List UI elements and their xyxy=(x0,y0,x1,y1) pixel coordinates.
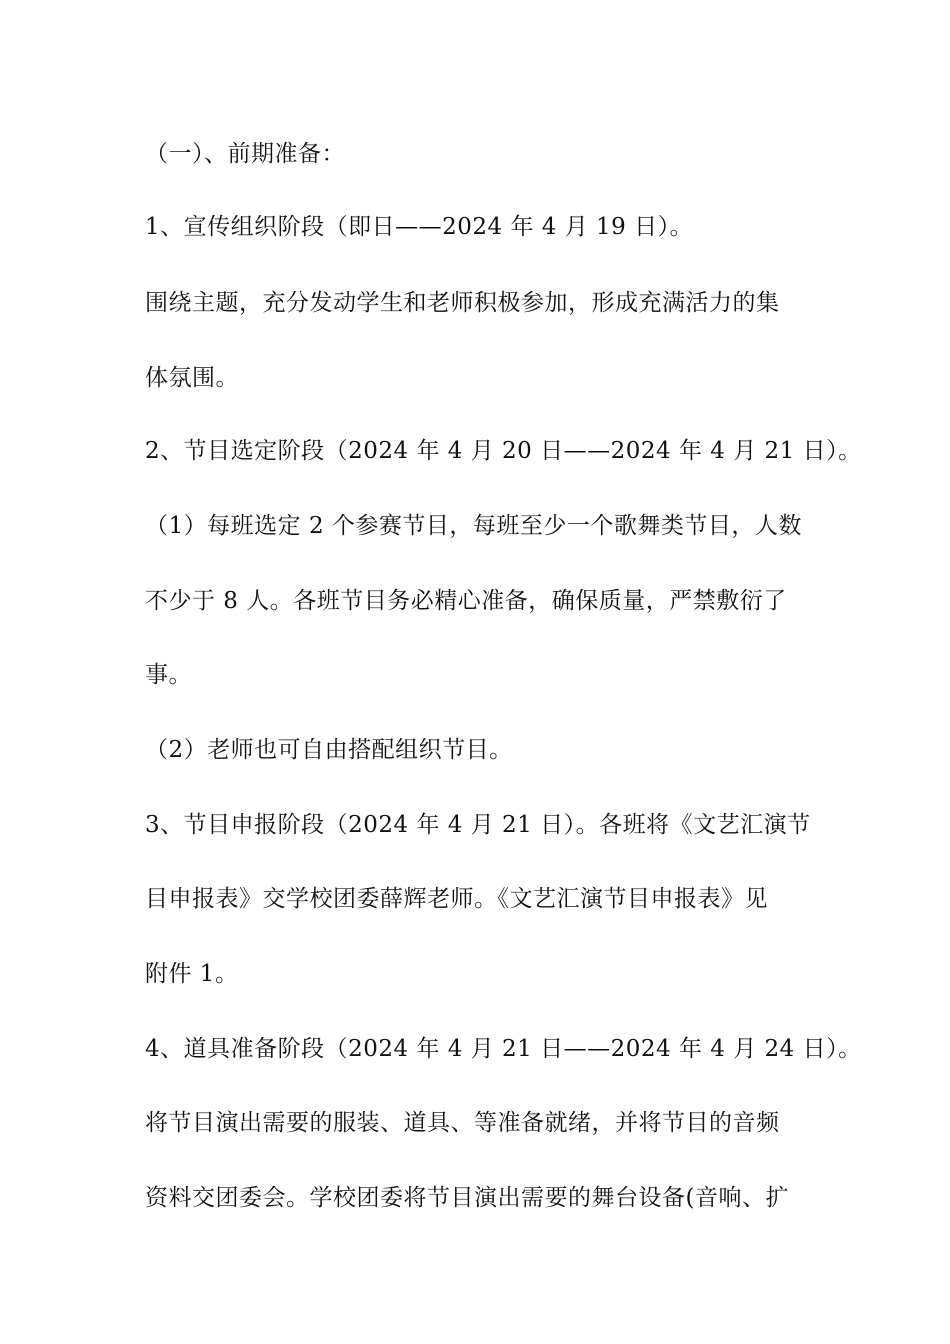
paragraph-line: 附件 1。 xyxy=(145,961,239,987)
step-3-title: 3、节目申报阶段（2024 年 4 月 21 日）。各班将《文艺汇演节 xyxy=(145,812,811,838)
step-1-title: 1、宣传组织阶段（即日——2024 年 4 月 19 日）。 xyxy=(145,214,694,240)
paragraph-line: 围绕主题，充分发动学生和老师积极参加，形成充满活力的集 xyxy=(145,290,780,316)
paragraph-line: 不少于 8 人。各班节目务必精心准备，确保质量，严禁敷衍了 xyxy=(145,588,787,614)
paragraph-line: 将节目演出需要的服装、道具、等准备就绪，并将节目的音频 xyxy=(145,1110,780,1136)
paragraph-line: 资料交团委会。学校团委将节目演出需要的舞台设备(音响、扩 xyxy=(145,1185,789,1211)
paragraph-line: 目申报表》交学校团委薛辉老师。《文艺汇演节目申报表》见 xyxy=(145,886,768,912)
paragraph-line: （1）每班选定 2 个参赛节目，每班至少一个歌舞类节目，人数 xyxy=(145,513,802,539)
step-4-title: 4、道具准备阶段（2024 年 4 月 21 日——2024 年 4 月 24 日）。 xyxy=(145,1036,862,1062)
paragraph-line: 体氛围。 xyxy=(145,365,239,391)
paragraph-line: 事。 xyxy=(145,662,192,688)
step-2-title: 2、节目选定阶段（2024 年 4 月 20 日——2024 年 4 月 21 日）。 xyxy=(145,438,862,464)
section-heading: （一）、前期准备： xyxy=(145,141,345,167)
paragraph-line: （2）老师也可自由搭配组织节目。 xyxy=(145,737,513,763)
